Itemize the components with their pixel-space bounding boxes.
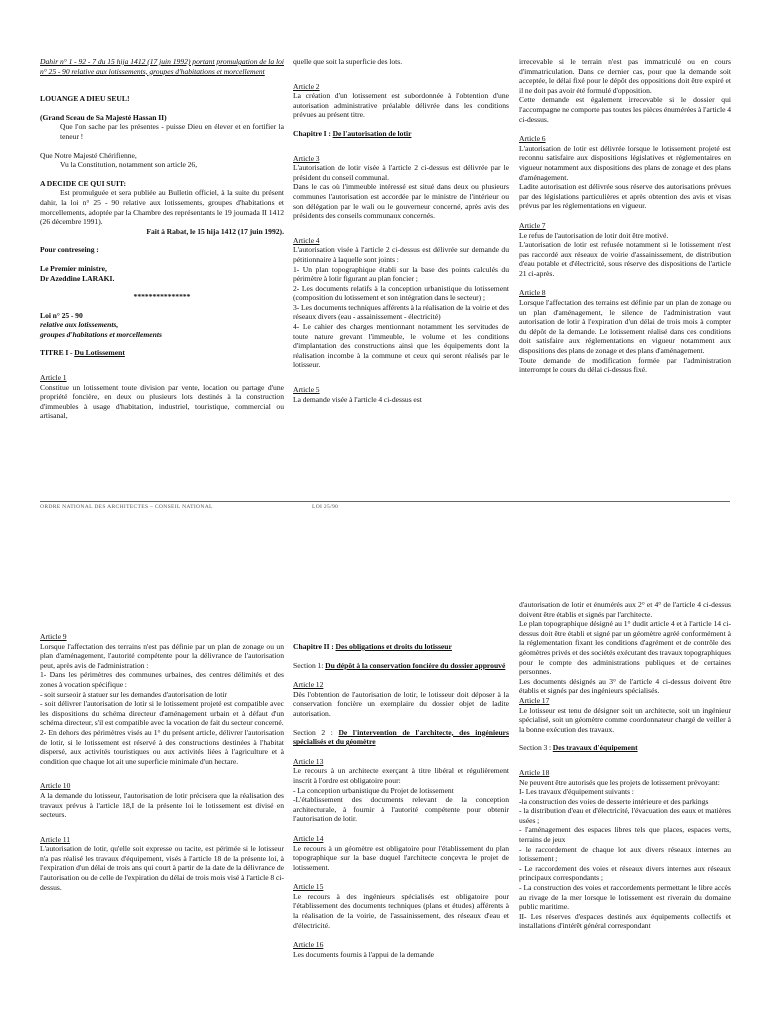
premier-ministre: Le Premier ministre, xyxy=(40,263,107,273)
article-2-label: Article 2 xyxy=(293,81,320,91)
section-3-heading xyxy=(519,743,731,753)
grand-sceau: (Grand Sceau de Sa Majesté Hassan II) xyxy=(40,112,167,122)
page1-column-1 xyxy=(40,57,284,421)
article-9-text-5: 2- En dehors des périmètres visés au 1° du présent article, délivrer l'autorisation de lotir, si le lotissement est réservé à des constructions destinées à l'habitat dispersé, aux activités touristiques ou aux activités liées à l'agriculture et à condition que chaque lot ait une superficie minimale d'un hectare. xyxy=(40,727,284,766)
article-9-text-2: 1- Dans les périmètres des communes urbaines, des centres délimités et des zones à vocation spécifique : xyxy=(40,670,284,689)
article-9-label: Article 9 xyxy=(40,632,67,641)
page1-column-3 xyxy=(519,57,731,375)
article-13-label: Article 13 xyxy=(293,756,324,766)
article-7-text-2: L'autorisation de lotir est refusée notamment si le lotissement n'est pas raccordé aux réseaux de voirie d'assainissement, de distribution d'eau potable et d'électricité, sous réserve des dispositions de l'article 21 ci-après. xyxy=(519,240,731,278)
loi-relative-2: groupes d'habitations et morcellements xyxy=(40,329,162,339)
chapitre-2-name: Des obligations et droits du lotisseur xyxy=(335,642,452,651)
article-18-text-4: - la distribution d'eau et d'électricité, l'évacuation des eaux et matières usées ; xyxy=(519,806,731,825)
article-13-text-1: Le recours à un architecte exerçant à titre libéral et régulièrement inscrit à l'ordre est obligatoire pour: xyxy=(293,766,509,785)
article-6-text-2: Ladite autorisation est délivrée sous réserve des autorisations prévues par des législations particulières et après obtention des avis et visas prévus par les réglementations en vigueur. xyxy=(519,182,731,211)
article-18-text-2: I- Les travaux d'équipement suivants : xyxy=(519,787,634,797)
titre-heading xyxy=(40,348,284,358)
article-11-label: Article 11 xyxy=(40,834,71,844)
contreseing: Pour contreseing : xyxy=(40,245,99,255)
continued-text-3: Les documents désignés au 3° de l'article 4 ci-dessus doivent être établis et signés par des ingénieurs spécialisés. xyxy=(519,676,731,696)
louange-heading: LOUANGE A DIEU SEUL! xyxy=(40,94,130,104)
article-6-label: Article 6 xyxy=(519,134,546,144)
article-18-text-3: -la construction des voies de desserte intérieure et des parkings xyxy=(519,796,709,806)
footer-right: LOI 25/90 xyxy=(312,504,339,510)
article-17-text: Le lotisseur est tenu de désigner soit un architecte, soit un ingénieur spécialisé, soit un géomètre comme coordonnateur chargé de veiller à la bonne exécution des travaux. xyxy=(519,705,731,734)
article-8-text-2: Toute demande de modification formée par l'administration interrompt le cours du délai ci-dessus fixé. xyxy=(519,355,731,375)
page-footer xyxy=(40,501,730,510)
decide-heading: A DECIDE CE QUI SUIT: xyxy=(40,178,126,188)
article-14-label: Article 14 xyxy=(293,833,324,843)
section-2-heading xyxy=(293,728,509,747)
article-4-item-4: 4- Le cahier des charges mentionnant notamment les servitudes de toute nature grevant l'immeuble, le volume et les conditions d'implantation des constructions ainsi que les équipements dont la réalisation incombe à la commune et ceux qui seront réalisés par le lotisseur. xyxy=(293,322,509,370)
article-11-text: L'autorisation de lotir, qu'elle soit expresse ou tacite, est périmée si le lotisseur n'a pas réalisé les travaux d'équipement, visés à l'article 18 de la présente loi, à l'expiration d'un délai de trois ans qui court à partir de la date de la délivrance de l'autorisation ou de celle de l'expiration du délai de trois mois visé à l'article 8 ci-dessus. xyxy=(40,844,284,892)
article-15-text: Le recours à des ingénieurs spécialisés est obligatoire pour l'établissement des documents techniques (plans et études) afférents à la réalisation de la voirie, de l'assainissement, des réseaux d'eau et d'électricité. xyxy=(293,891,509,930)
laraki-signature: Dr Azeddine LARAKI. xyxy=(40,273,115,283)
continued-text: quelle que soit la superficie des lots. xyxy=(293,57,403,66)
chapitre-2-heading xyxy=(293,642,509,652)
section-1-heading xyxy=(293,661,509,671)
article-18-text-6: - le raccordement de chaque lot aux divers réseaux internes au lotissement ; xyxy=(519,844,731,864)
article-4-label: Article 4 xyxy=(293,235,320,245)
continued-text-2: Cette demande est également irrecevable si le dossier qui l'accompagne ne comporte pas toutes les pièces énumérées à l'article 4 ci-dessus. xyxy=(519,95,732,124)
article-13-text-2: - La conception urbanistique du Projet de lotissement xyxy=(293,785,454,795)
article-18-text-7: - Le raccordement des voies et réseaux divers internes aux réseaux principaux correspondants ; xyxy=(519,863,731,883)
article-18-text-5: - l'aménagement des espaces libres tels que places, espaces verts, terrains de jeux xyxy=(519,825,731,845)
titre-label: TITRE I - xyxy=(40,348,75,358)
titre-name: Du Lotissement xyxy=(74,348,125,358)
stars-separator: *************** xyxy=(133,292,191,302)
article-18-text-9: II- Les réserves d'espaces destinés aux équipements collectifs et installations d'intérêt général correspondant xyxy=(519,911,731,931)
page2-column-1 xyxy=(40,632,284,892)
article-1-label: Article 1 xyxy=(40,373,67,383)
continued-text: d'autorisation de lotir et énumérés aux 2° et 4° de l'article 4 ci-dessus doivent être établis et signés par l'architecte. xyxy=(519,600,731,619)
chapitre-1-label: Chapitre I : xyxy=(293,128,333,138)
section-1-label: Section 1: xyxy=(293,660,326,670)
page2-column-3 xyxy=(519,600,731,931)
loi-number: Loi n° 25 - 90 xyxy=(40,310,83,320)
section-3-name: Des travaux d'équipement xyxy=(552,743,638,753)
article-18-text-1: Ne peuvent être autorisés que les projets de lotissement prévoyant: xyxy=(519,777,720,787)
article-4-item-2: 2- Les documents relatifs à la conception urbanistique du lotissement (composition du lotissement et son intégration dans le secteur) ; xyxy=(293,283,509,303)
article-4-item-1: 1- Un plan topographique établi sur la base des points calculés du périmètre à lotir figurant au plan foncier ; xyxy=(293,264,509,284)
page2-column-2 xyxy=(293,642,509,959)
article-3-label: Article 3 xyxy=(293,153,320,163)
article-12-label: Article 12 xyxy=(293,680,324,690)
article-9-text-1: Lorsque l'affectation des terrains n'est pas définie par un plan de zonage ou un plan d'aménagement, l'autorité compétente pour la délivrance de l'autorisation peut, après avis de l'administration : xyxy=(40,641,284,670)
article-2-text: La création d'un lotissement est subordonnée à l'obtention d'une autorisation administrative préalable délivrée dans les conditions prévues au présent titre. xyxy=(293,91,509,120)
footer-left: ORDRE NATIONAL DES ARCHITECTES – CONSEIL NATIONAL xyxy=(40,504,213,510)
continued-text: irrecevable si le terrain n'est pas immatriculé ou en cours d'immatriculation. Dans ce dernier cas, pour que la demande soit acceptée, le délai fixé pour le dépôt des oppositions doit être expiré et il ne doit pas avoir été formulé d'opposition. xyxy=(519,57,731,95)
article-8-text-1: Lorsque l'affectation des terrains est définie par un plan de zonage ou un plan d'aménagement, le silence de l'administration vaut autorisation de lotir à l'expiration d'un délai de trois mois à compter du dépôt de la demande. Le lotissement réalisé dans ces conditions doit satisfaire aux réglementations en vigueur notamment aux dispositions des plans de zonage et des plans d'aménagement. xyxy=(519,298,731,356)
section-3-label: Section 3 : xyxy=(519,743,553,753)
decide-text: Est promulguée et sera publiée au Bulletin officiel, à la suite du présent dahir, la loi n° 25 - 90 relative aux lotissements, groupes d'habitations et morcellements, adoptée par la Chambre des représentants le 19 joumada II 1412 (26 décembre 1991). xyxy=(40,188,284,227)
grand-sceau-text: Que l'on sache par les présentes - puisse Dieu en élever et en fortifier la teneur ! xyxy=(60,122,284,141)
article-15-label: Article 15 xyxy=(293,882,324,892)
article-4-item-3: 3- Les documents techniques afférents à la réalisation de la voirie et des réseaux divers (eau - assainissement - électricité) xyxy=(293,302,509,322)
section-1-name: Du dépôt à la conservation foncière du dossier approuvé xyxy=(325,660,506,670)
article-6-text-1: L'autorisation de lotir est délivrée lorsque le lotissement projeté est reconnu satisfaire aux dispositions législatives et réglementaires en vigueur notamment aux dispositions des plans de zonage et des plans d'aménagement. xyxy=(519,143,731,182)
article-5-label: Article 5 xyxy=(293,385,320,395)
article-17-label: Article 17 xyxy=(519,695,550,705)
article-9-text-4: - soit délivrer l'autorisation de lotir si le lotissement projeté est compatible avec les dispositions du schéma directeur d'aménagement urbain et à défaut d'un schéma directeur, s'il est compatible avec la vocation de fait du secteur concerné. xyxy=(40,699,284,728)
chapitre-1-name: De l'autorisation de lotir xyxy=(332,128,412,138)
article-10-text: A la demande du lotisseur, l'autorisation de lotir précisera que la réalisation des travaux prévus à l'article 18,I de la présente loi le lotissement est divisé en secteurs. xyxy=(40,790,284,820)
section-2-label: Section 2 : xyxy=(293,727,339,737)
loi-relative-1: relative aux lotissements, xyxy=(40,320,119,330)
article-7-text-1: Le refus de l'autorisation de lotir doit être motivé. xyxy=(519,230,669,240)
continued-text-2: Le plan topographique désigné au 1° dudit article 4 et à l'article 14 ci-dessus doit être établi et signé par un géomètre agréé conformément à la réglementation fixant les conditions d'agrément et de contrôle des géomètres privés et des sociétés exécutant des travaux topographiques pour le compte des administrations publiques et de certaines personnes. xyxy=(519,619,731,677)
article-13-text-3: -L'établissement des documents relevant de la conception architecturale, à fournir à l'autorité compétente pour obtenir l'autorisation de lotir. xyxy=(293,795,509,824)
article-3-text-2: Dans le cas où l'immeuble intéressé est situé dans deux ou plusieurs communes l'autorisation est accordée par le ministre de l'intérieur ou son délégation par le wali ou le gouverneur concerné, après avis des présidents des conseils communaux concernés. xyxy=(293,182,509,221)
fait-text: Fait à Rabat, le 15 hija 1412 (17 juin 1992). xyxy=(146,226,284,236)
article-4-intro: L'autorisation visée à l'article 2 ci-dessus est délivrée sur demande du pétitionnaire à laquelle sont joints : xyxy=(293,245,509,264)
chapitre-1-heading xyxy=(293,129,509,139)
article-9-text-3: - soit surseoir à statuer sur les demandes d'autorisation de lotir xyxy=(40,689,228,699)
section-2-name: De l'intervention de l'architecte, des ingénieurs spécialisés et du géomètre xyxy=(293,727,509,747)
vu-text: Vu la Constitution, notamment son article 26, xyxy=(60,160,198,170)
chapitre-2-label: Chapitre II : xyxy=(293,642,336,651)
dahir-title: Dahir n° 1 - 92 - 7 du 15 hija 1412 (17 juin 1992) portant promulgation de la loi n° 25 - 90 relative aux lotissements, groupes d'habitations et morcellement xyxy=(40,57,284,76)
article-8-label: Article 8 xyxy=(519,288,546,298)
article-18-text-8: - La construction des voies et raccordements permettant le libre accès au rivage de la mer lorsque le lotissement est riverain du domaine public maritime. xyxy=(519,883,731,912)
article-12-text: Dès l'obtention de l'autorisation de lotir, le lotisseur doit déposer à la conservation foncière un exemplaire du dossier objet de ladite autorisation. xyxy=(293,689,509,718)
article-16-label: Article 16 xyxy=(293,940,324,950)
article-18-label: Article 18 xyxy=(519,767,550,777)
article-10-label: Article 10 xyxy=(40,781,71,791)
article-16-text: Les documents fournis à l'appui de la demande xyxy=(293,949,435,959)
article-5-text: La demande visée à l'article 4 ci-dessus est xyxy=(293,394,422,404)
article-3-text-1: L'autorisation de lotir visée à l'article 2 ci-dessus est délivrée par le président du conseil communal. xyxy=(293,163,509,182)
page1-column-2 xyxy=(293,57,509,404)
article-1-text: Constitue un lotissement toute division par vente, location ou partage d'une propriété foncière, en deux ou plusieurs lots destinés à la construction d'immeubles à usage d'habitation, industriel, touristique, commercial ou artisanal, xyxy=(40,382,284,421)
article-7-label: Article 7 xyxy=(519,220,546,230)
article-14-text: Le recours à un géomètre est obligatoire pour l'établissement du plan topographique sur la base duquel l'architecte conçevra le projet de lotissement. xyxy=(293,843,509,872)
majeste-text: Que Notre Majesté Chérifienne, xyxy=(40,150,137,160)
